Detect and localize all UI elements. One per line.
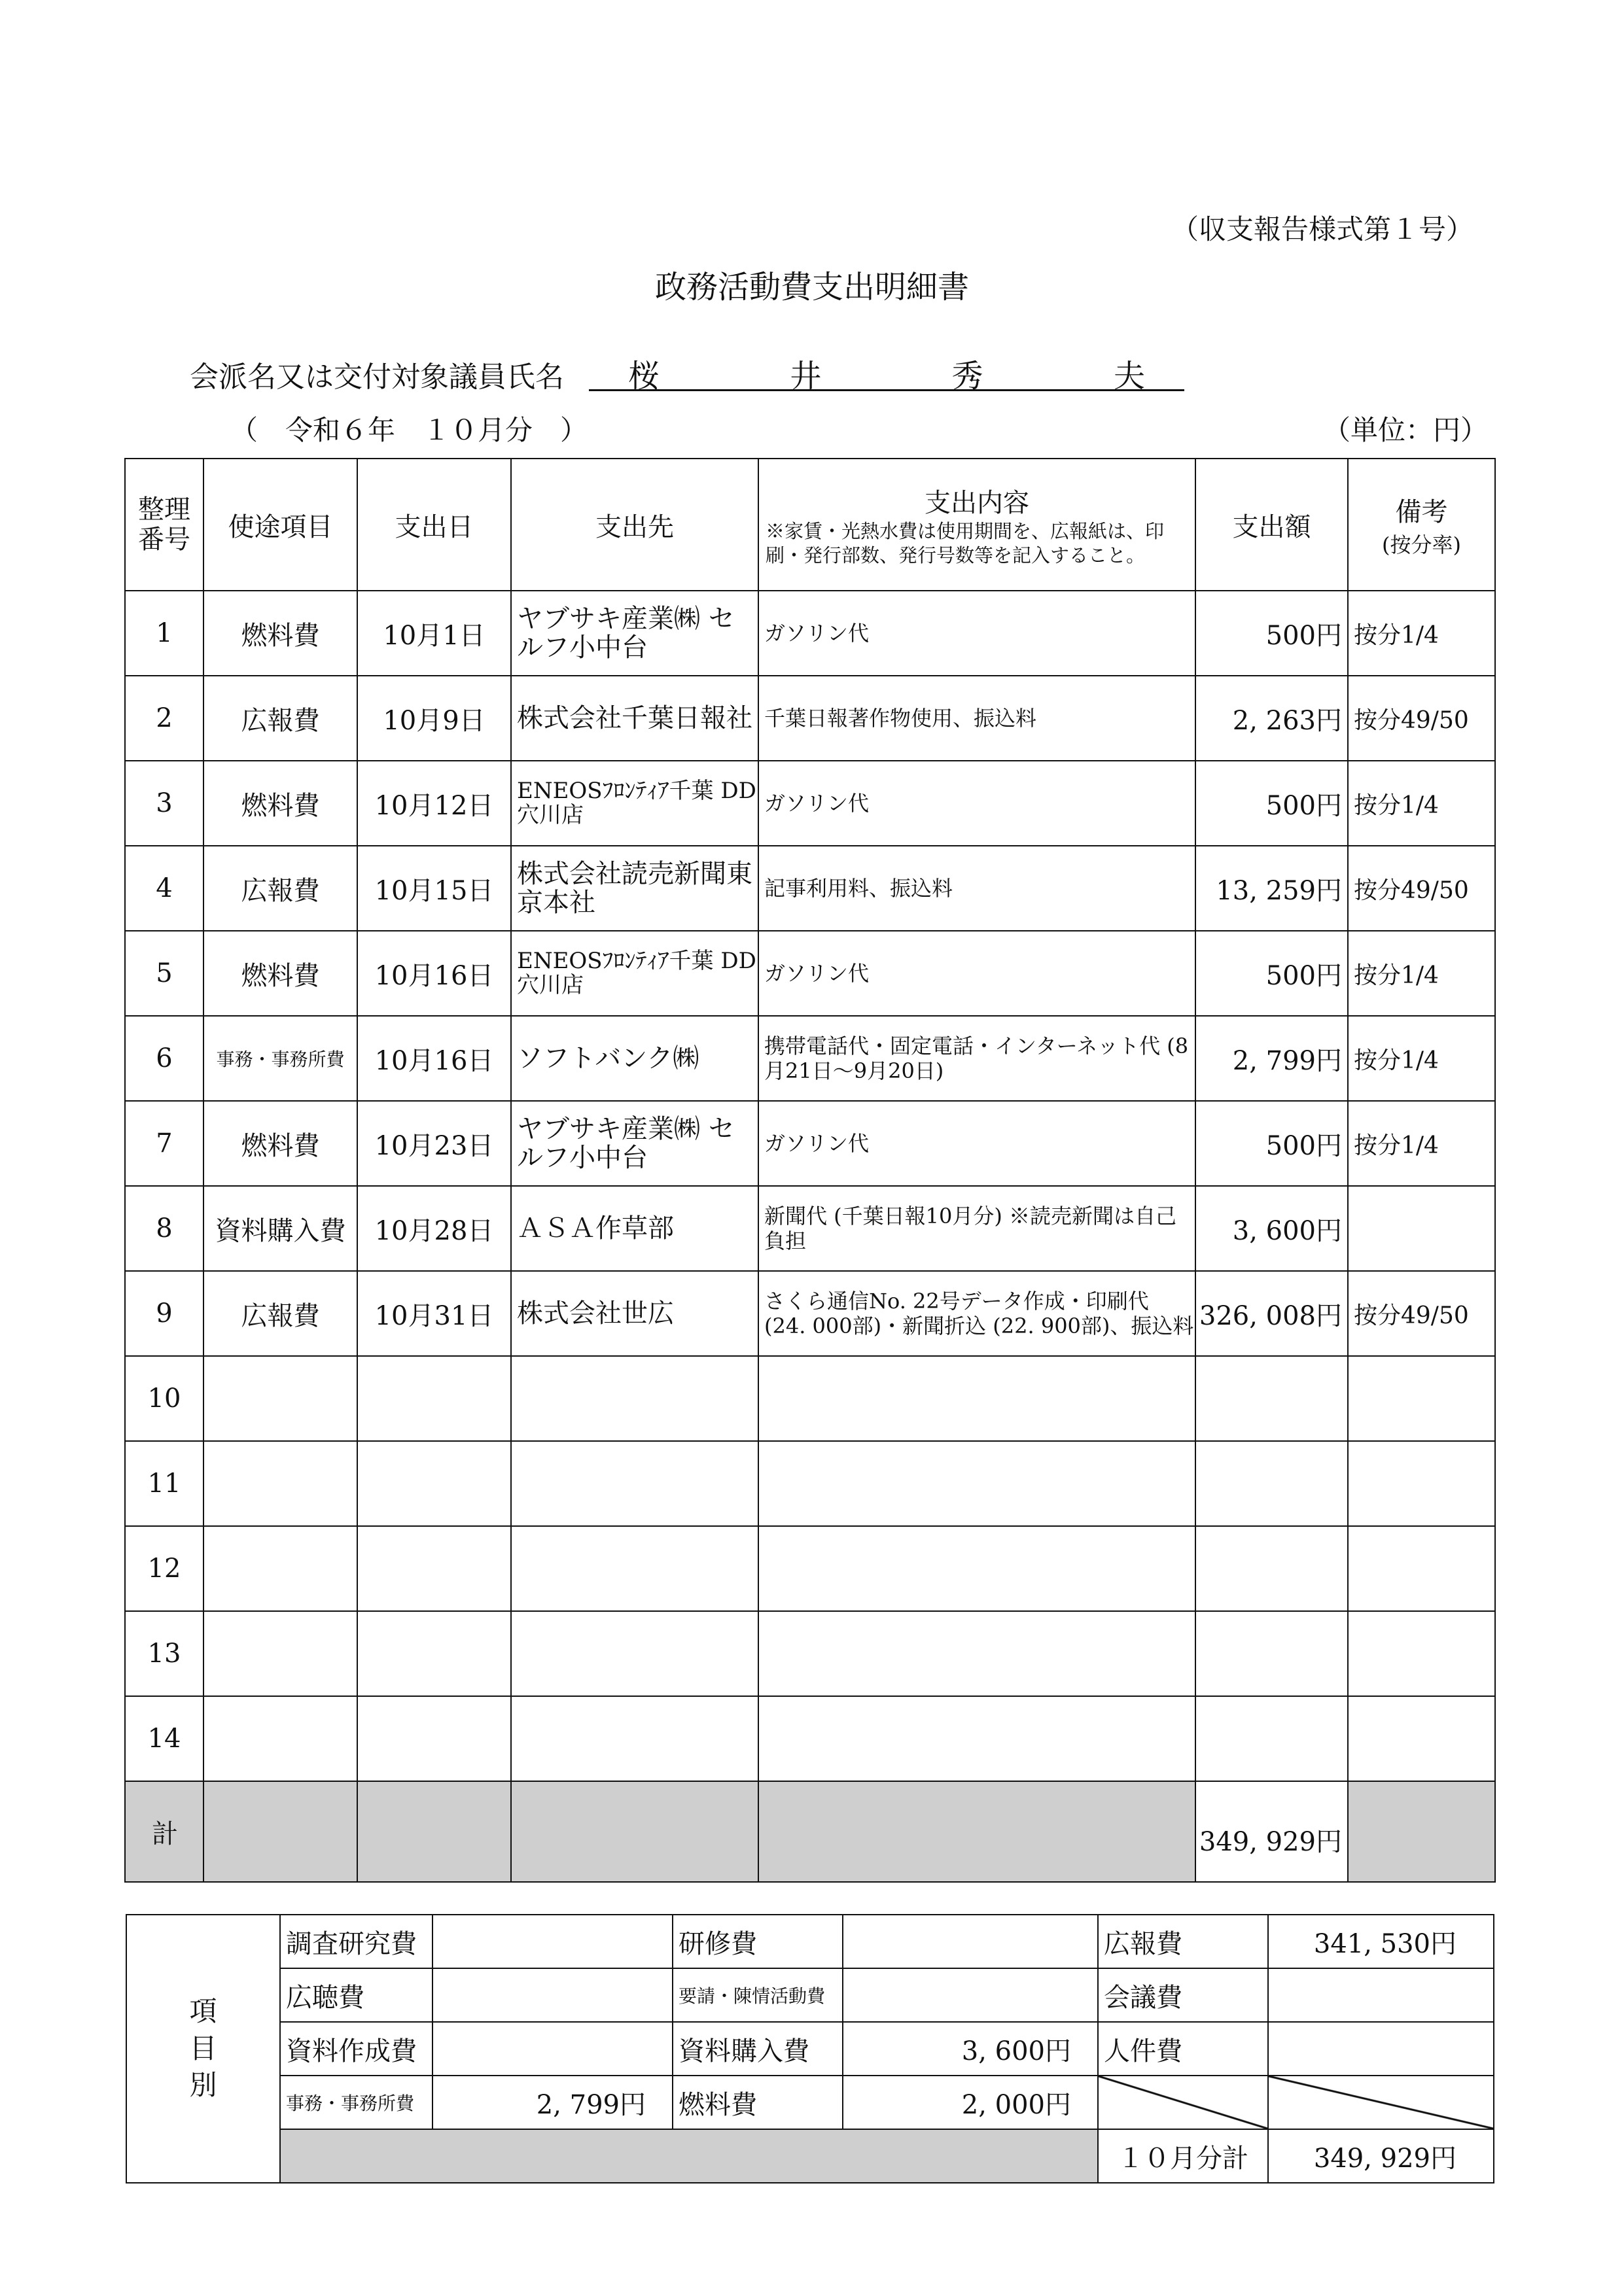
row-payee: 株式会社世広 — [511, 1271, 758, 1356]
meeting-value — [1268, 1968, 1494, 2022]
row-category: 事務・事務所費 — [203, 1016, 357, 1101]
table-header-row — [125, 459, 1495, 591]
row-remarks: 按分1/4 — [1348, 1016, 1495, 1101]
summary-side-label — [126, 1915, 280, 2183]
member-name-char: 秀 — [951, 358, 983, 394]
total-filler — [1348, 1781, 1495, 1882]
header-remarks-sub: (按分率) — [1382, 532, 1461, 557]
row-remarks: 按分1/4 — [1348, 1101, 1495, 1186]
header-date: 支出日 — [357, 459, 511, 591]
row-payee — [511, 1356, 758, 1441]
row-amount: 500円 — [1195, 931, 1348, 1016]
row-remarks: 按分49/50 — [1348, 846, 1495, 931]
row-content: ガソリン代 — [758, 591, 1195, 676]
table-row — [125, 761, 1495, 846]
row-no: 4 — [125, 846, 203, 931]
row-category: 広報費 — [203, 846, 357, 931]
row-content: 記事利用料、振込料 — [758, 846, 1195, 931]
row-payee — [511, 1526, 758, 1611]
side-char: 項 — [189, 1994, 217, 2027]
row-no: 14 — [125, 1696, 203, 1781]
row-content: ガソリン代 — [758, 1101, 1195, 1186]
row-payee: ENEOSﾌﾛﾝﾃｨｱ千葉 DD穴川店 — [511, 761, 758, 846]
row-remarks: 按分49/50 — [1348, 1271, 1495, 1356]
table-row — [125, 1611, 1495, 1696]
header-remarks-label: 備考 — [1395, 496, 1448, 527]
row-content — [758, 1356, 1195, 1441]
row-payee: ソフトバンク㈱ — [511, 1016, 758, 1101]
header-no: 整理番号 — [125, 459, 203, 591]
row-amount — [1195, 1611, 1348, 1696]
row-date: 10月1日 — [357, 591, 511, 676]
member-name — [589, 351, 1184, 394]
material-buy-value: 3, 600円 — [843, 2022, 1098, 2076]
pr-label: 広報費 — [1098, 1915, 1268, 1968]
material-create-value — [432, 2022, 673, 2076]
row-remarks — [1348, 1441, 1495, 1526]
summary-row — [126, 2076, 1494, 2129]
grey-filler — [280, 2129, 1098, 2183]
row-content — [758, 1526, 1195, 1611]
summary-total-row — [126, 2129, 1494, 2183]
side-char: 別 — [189, 2069, 217, 2102]
row-category — [203, 1611, 357, 1696]
row-no: 13 — [125, 1611, 203, 1696]
row-payee — [511, 1696, 758, 1781]
month-total-label: １０月分計 — [1098, 2129, 1268, 2183]
row-payee: ＡＳＡ作草部 — [511, 1186, 758, 1271]
table-row — [125, 1696, 1495, 1781]
fuel-value: 2, 000円 — [843, 2076, 1098, 2129]
row-category: 燃料費 — [203, 761, 357, 846]
period: （ 令和６年 １０月分 ） — [230, 414, 588, 446]
row-remarks — [1348, 1696, 1495, 1781]
summary-row — [126, 1968, 1494, 2022]
diagonal-cell — [1268, 2076, 1494, 2129]
row-no: 12 — [125, 1526, 203, 1611]
member-name-char: 夫 — [1113, 358, 1145, 394]
table-row — [125, 1101, 1495, 1186]
row-no: 9 — [125, 1271, 203, 1356]
table-row — [125, 1271, 1495, 1356]
row-payee: 株式会社千葉日報社 — [511, 676, 758, 761]
total-filler — [511, 1781, 758, 1882]
row-remarks: 按分1/4 — [1348, 761, 1495, 846]
row-no: 3 — [125, 761, 203, 846]
hearing-value — [432, 1968, 673, 2022]
member-label: 会派名又は交付対象議員氏名 — [190, 360, 564, 394]
petition-value — [843, 1968, 1098, 2022]
member-name-char: 井 — [790, 358, 822, 394]
row-amount: 3, 600円 — [1195, 1186, 1348, 1271]
total-row — [125, 1781, 1495, 1882]
row-date: 10月12日 — [357, 761, 511, 846]
unit-label: （単位：円） — [1323, 414, 1489, 446]
hearing-label: 広聴費 — [280, 1968, 432, 2022]
row-amount: 2, 799円 — [1195, 1016, 1348, 1101]
header-amount: 支出額 — [1195, 459, 1348, 591]
row-content: 新聞代 (千葉日報10月分) ※読売新聞は自己負担 — [758, 1186, 1195, 1271]
row-payee: ヤブサキ産業㈱ セルフ小中台 — [511, 591, 758, 676]
row-category: 広報費 — [203, 1271, 357, 1356]
research-label: 調査研究費 — [280, 1915, 432, 1968]
row-amount: 500円 — [1195, 1101, 1348, 1186]
office-label: 事務・事務所費 — [280, 2076, 432, 2129]
row-content — [758, 1696, 1195, 1781]
header-category: 使途項目 — [203, 459, 357, 591]
research-value — [432, 1915, 673, 1968]
member-name-char: 桜 — [628, 358, 660, 394]
row-remarks — [1348, 1186, 1495, 1271]
row-date — [357, 1441, 511, 1526]
row-date: 10月23日 — [357, 1101, 511, 1186]
table-row — [125, 591, 1495, 676]
row-date — [357, 1356, 511, 1441]
pr-value: 341, 530円 — [1268, 1915, 1494, 1968]
table-row — [125, 1526, 1495, 1611]
personnel-value — [1268, 2022, 1494, 2076]
form-id: （収支報告様式第１号） — [1171, 213, 1474, 245]
row-category — [203, 1696, 357, 1781]
material-create-label: 資料作成費 — [280, 2022, 432, 2076]
total-label: 計 — [125, 1781, 203, 1882]
total-filler — [758, 1781, 1195, 1882]
header-payee: 支出先 — [511, 459, 758, 591]
table-row — [125, 1186, 1495, 1271]
row-no: 6 — [125, 1016, 203, 1101]
row-content: 携帯電話代・固定電話・インターネット代 (8月21日～9月20日) — [758, 1016, 1195, 1101]
header-content — [758, 459, 1195, 591]
row-payee — [511, 1441, 758, 1526]
row-payee — [511, 1611, 758, 1696]
row-no: 5 — [125, 931, 203, 1016]
row-amount — [1195, 1526, 1348, 1611]
row-payee: ENEOSﾌﾛﾝﾃｨｱ千葉 DD穴川店 — [511, 931, 758, 1016]
page-title: 政務活動費支出明細書 — [654, 269, 969, 305]
row-amount — [1195, 1356, 1348, 1441]
row-remarks — [1348, 1611, 1495, 1696]
header-remarks — [1348, 459, 1495, 591]
header-content-label: 支出内容 — [925, 488, 1029, 519]
row-no: 11 — [125, 1441, 203, 1526]
personnel-label: 人件費 — [1098, 2022, 1268, 2076]
material-buy-label: 資料購入費 — [673, 2022, 843, 2076]
side-char: 目 — [189, 2032, 217, 2064]
row-content — [758, 1441, 1195, 1526]
total-filler — [203, 1781, 357, 1882]
month-total-value: 349, 929円 — [1268, 2129, 1494, 2183]
row-date: 10月31日 — [357, 1271, 511, 1356]
row-amount — [1195, 1441, 1348, 1526]
row-content: ガソリン代 — [758, 931, 1195, 1016]
training-label: 研修費 — [673, 1915, 843, 1968]
meeting-label: 会議費 — [1098, 1968, 1268, 2022]
row-category — [203, 1441, 357, 1526]
total-filler — [357, 1781, 511, 1882]
row-content: ガソリン代 — [758, 761, 1195, 846]
row-amount: 326, 008円 — [1195, 1271, 1348, 1356]
row-date: 10月28日 — [357, 1186, 511, 1271]
row-amount: 500円 — [1195, 761, 1348, 846]
row-remarks — [1348, 1526, 1495, 1611]
row-date: 10月16日 — [357, 1016, 511, 1101]
row-no: 8 — [125, 1186, 203, 1271]
training-value — [843, 1915, 1098, 1968]
fuel-label: 燃料費 — [673, 2076, 843, 2129]
row-no: 7 — [125, 1101, 203, 1186]
row-date: 10月9日 — [357, 676, 511, 761]
row-category — [203, 1526, 357, 1611]
header-content-note: ※家賃・光熱水費は使用期間を、広報紙は、印刷・発行部数、発行号数等を記入すること。 — [766, 520, 1165, 566]
row-category: 燃料費 — [203, 591, 357, 676]
row-remarks: 按分1/4 — [1348, 591, 1495, 676]
row-date — [357, 1526, 511, 1611]
row-amount: 500円 — [1195, 591, 1348, 676]
row-date — [357, 1611, 511, 1696]
table-row — [125, 1441, 1495, 1526]
expense-detail-table — [124, 458, 1496, 1883]
row-date: 10月16日 — [357, 931, 511, 1016]
row-category: 燃料費 — [203, 931, 357, 1016]
row-amount: 2, 263円 — [1195, 676, 1348, 761]
table-row — [125, 931, 1495, 1016]
diagonal-cell — [1098, 2076, 1268, 2129]
row-category: 燃料費 — [203, 1101, 357, 1186]
row-amount — [1195, 1696, 1348, 1781]
category-summary-table — [126, 1914, 1494, 2183]
row-content — [758, 1611, 1195, 1696]
row-no: 1 — [125, 591, 203, 676]
row-date: 10月15日 — [357, 846, 511, 931]
table-row — [125, 1016, 1495, 1101]
row-remarks — [1348, 1356, 1495, 1441]
table-row — [125, 846, 1495, 931]
total-amount: 349, 929円 — [1195, 1781, 1348, 1882]
row-date — [357, 1696, 511, 1781]
row-no: 10 — [125, 1356, 203, 1441]
row-category: 広報費 — [203, 676, 357, 761]
row-category: 資料購入費 — [203, 1186, 357, 1271]
row-amount: 13, 259円 — [1195, 846, 1348, 931]
row-payee: ヤブサキ産業㈱ セルフ小中台 — [511, 1101, 758, 1186]
summary-row — [126, 1915, 1494, 1968]
row-payee: 株式会社読売新聞東京本社 — [511, 846, 758, 931]
row-content: さくら通信No. 22号データ作成・印刷代 (24. 000部)・新聞折込 (22. 900部)、振込料 — [758, 1271, 1195, 1356]
row-content: 千葉日報著作物使用、振込料 — [758, 676, 1195, 761]
table-row — [125, 676, 1495, 761]
row-category — [203, 1356, 357, 1441]
row-remarks: 按分1/4 — [1348, 931, 1495, 1016]
row-no: 2 — [125, 676, 203, 761]
office-value: 2, 799円 — [432, 2076, 673, 2129]
table-row — [125, 1356, 1495, 1441]
row-remarks: 按分49/50 — [1348, 676, 1495, 761]
summary-row — [126, 2022, 1494, 2076]
petition-label: 要請・陳情活動費 — [673, 1968, 843, 2022]
